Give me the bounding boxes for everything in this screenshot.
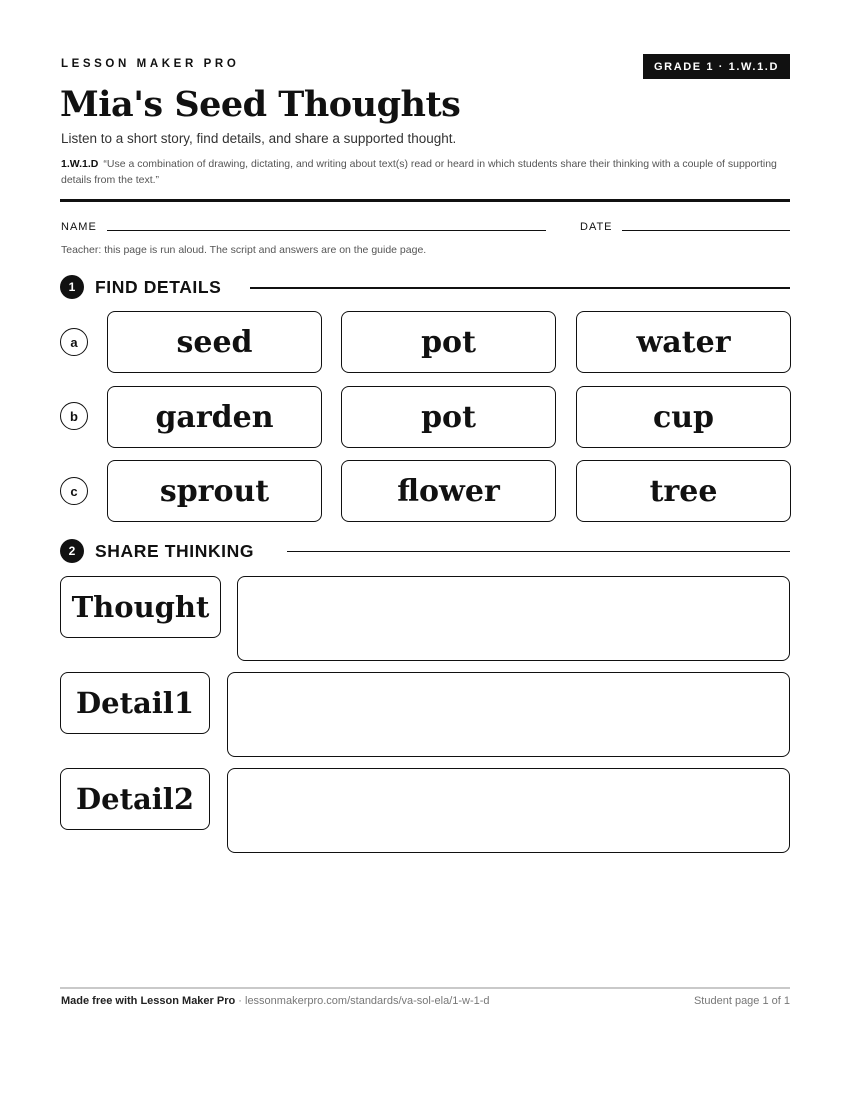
- word-card[interactable]: water: [576, 311, 791, 373]
- detail2-answer-box[interactable]: [227, 768, 790, 853]
- row-letter-a: a: [60, 328, 88, 356]
- word-card[interactable]: pot: [341, 386, 556, 448]
- name-label: NAME: [61, 221, 97, 233]
- footer-divider: [60, 987, 790, 989]
- row-letter-b: b: [60, 402, 88, 430]
- page-title: Mia's Seed Thoughts: [60, 84, 461, 125]
- word-card[interactable]: garden: [107, 386, 322, 448]
- brand-name: LESSON MAKER PRO: [61, 58, 240, 70]
- grade-badge: GRADE 1 · 1.W.1.D: [643, 54, 790, 79]
- standard-code: 1.W.1.D: [61, 158, 99, 170]
- teacher-note: Teacher: this page is run aloud. The script and answers are on the guide page.: [61, 244, 427, 256]
- section-number: 1: [60, 275, 84, 299]
- section-divider: [287, 551, 790, 552]
- word-card[interactable]: pot: [341, 311, 556, 373]
- section-title: FIND DETAILS: [95, 276, 222, 297]
- section-divider: [250, 287, 790, 289]
- thought-answer-box[interactable]: [237, 576, 790, 661]
- section-title: SHARE THINKING: [95, 540, 255, 561]
- footer-page-number: Student page 1 of 1: [693, 995, 790, 1007]
- word-card[interactable]: sprout: [107, 460, 322, 522]
- footer-made-with: Made free with Lesson Maker Pro: [61, 995, 236, 1007]
- word-card[interactable]: tree: [576, 460, 791, 522]
- standard-text: “Use a combination of drawing, dictating, and writing about text(s) read or heard in which students share their thinking with a couple of supporting details from the text.”: [61, 158, 777, 186]
- detail2-label: Detail2: [60, 768, 210, 830]
- name-field[interactable]: [107, 230, 546, 231]
- thought-label: Thought: [60, 576, 221, 638]
- footer-url[interactable]: · lessonmakerpro.com/standards/va-sol-ela/1-w-1-d: [235, 995, 490, 1007]
- detail1-label: Detail1: [60, 672, 210, 734]
- word-card[interactable]: seed: [107, 311, 322, 373]
- word-card[interactable]: cup: [576, 386, 791, 448]
- row-letter-c: c: [60, 477, 88, 505]
- date-field[interactable]: [622, 230, 790, 231]
- section-number: 2: [60, 539, 84, 563]
- word-card[interactable]: flower: [341, 460, 556, 522]
- section-share-thinking-header: [60, 539, 254, 563]
- section-find-details-header: [60, 275, 221, 299]
- detail1-answer-box[interactable]: [227, 672, 790, 757]
- footer-credit: [61, 995, 490, 1007]
- date-label: DATE: [580, 221, 613, 233]
- page-subtitle: Listen to a short story, find details, and share a supported thought.: [61, 131, 457, 146]
- header-divider: [60, 199, 790, 202]
- standard-description: [61, 156, 791, 188]
